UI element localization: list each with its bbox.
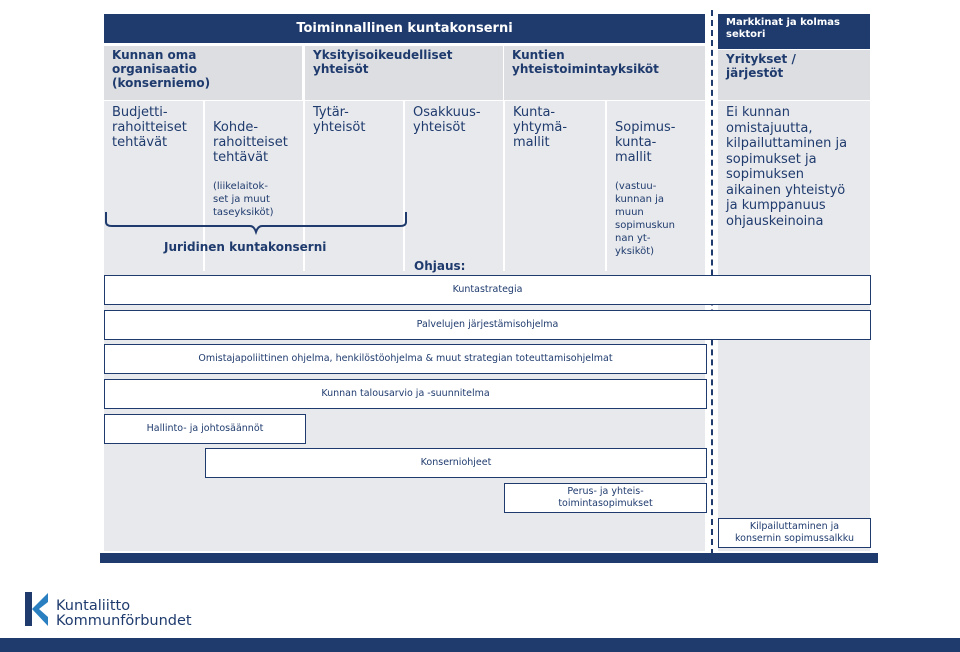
kuntaliitto-logo-icon [22, 590, 52, 628]
target-funded-title: Kohde- rahoitteiset tehtävät [213, 120, 288, 165]
footer-band [0, 638, 960, 652]
col-contract-models [607, 101, 705, 271]
bar-owner-policy: Omistajapoliittinen ohjelma, henkilöstöohjelma & muut strategian toteuttamisohjelmat [104, 344, 707, 374]
logo-name-sv: Kommunförbundet [56, 613, 192, 629]
bar-admin-rules: Hallinto- ja johtosäännöt [104, 414, 306, 444]
steering-label: Ohjaus: [414, 259, 466, 273]
logo-name-fi: Kuntaliitto [56, 598, 131, 614]
market-description: Ei kunnan omistajuutta, kilpailuttaminen ja sopimukset ja sopimuksen aikainen yhteistyö ja kumppanuus ohjauskeinoina [718, 101, 870, 271]
right-header: Markkinat ja kolmas sektori [718, 14, 870, 49]
main-header: Toiminnallinen kuntakonserni [104, 14, 705, 43]
target-funded-note: (liikelaitok- set ja muut taseyksiköt) [213, 181, 274, 218]
category-private-entities: Yksityisoikeudelliset yhteisöt [305, 46, 503, 100]
contract-models-title: Sopimus- kunta- mallit [615, 120, 676, 165]
bar-competition-portfolio: Kilpailuttaminen ja konsernin sopimussalkku [718, 518, 871, 548]
bar-service-programme: Palvelujen järjestämisohjelma [104, 310, 871, 340]
legal-group-brace [104, 208, 408, 238]
diagram-bottom-band [100, 553, 878, 563]
bar-group-instructions: Konserniohjeet [205, 448, 707, 478]
col-municipal-models: Kunta- yhtymä- mallit [505, 101, 605, 271]
category-own-organisation: Kunnan oma organisaatio (konserniemo) [104, 46, 302, 100]
category-joint-units: Kuntien yhteistoimintayksiköt [504, 46, 705, 100]
contract-models-note: (vastuu- kunnan ja muun sopimuskun nan yt- yksiköt) [615, 181, 675, 257]
bar-basic-agreements: Perus- ja yhteis- toimintasopimukset [504, 483, 707, 513]
legal-group-label: Juridinen kuntakonserni [164, 240, 327, 254]
bar-municipal-strategy: Kuntastrategia [104, 275, 871, 305]
col-budget-funded: Budjetti- rahoitteiset tehtävät [104, 101, 203, 271]
col-associates: Osakkuus- yhteisöt [405, 101, 503, 271]
bar-budget-plan: Kunnan talousarvio ja -suunnitelma [104, 379, 707, 409]
col-subsidiaries: Tytär- yhteisöt [305, 101, 403, 271]
category-companies: Yritykset / järjestöt [718, 50, 870, 100]
